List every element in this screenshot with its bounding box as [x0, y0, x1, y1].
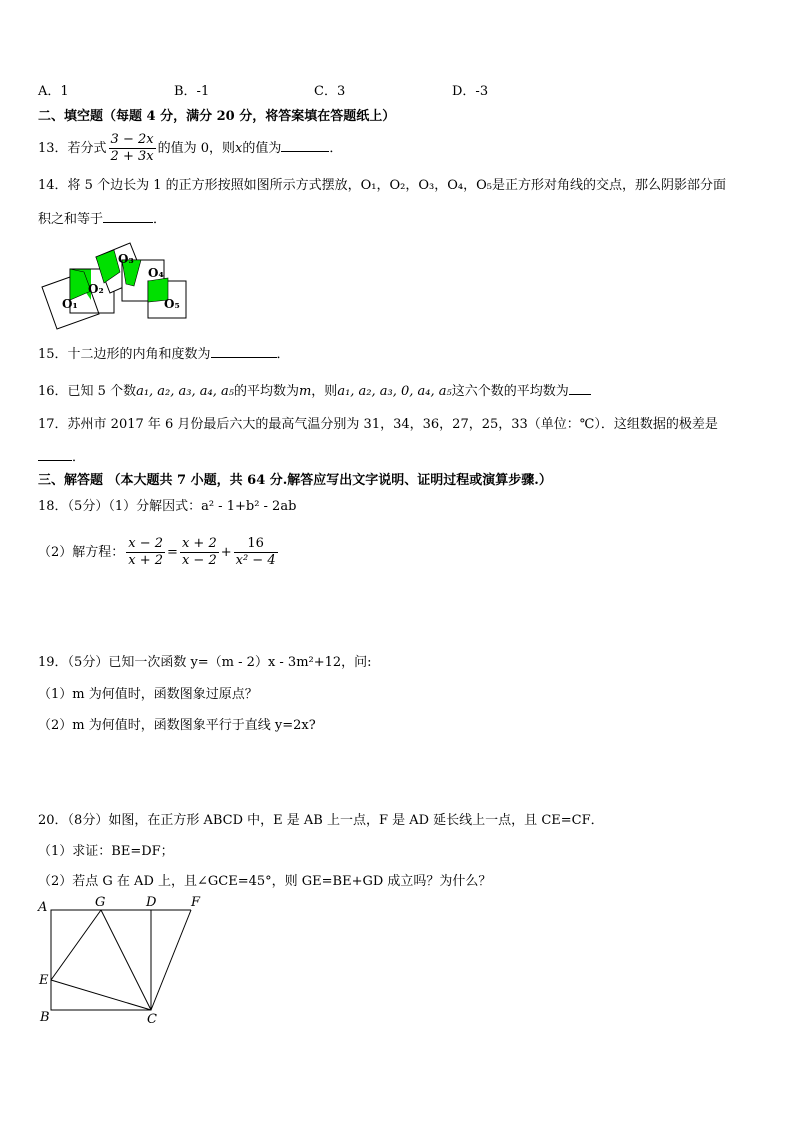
q13-var: x	[234, 141, 243, 156]
q15-prefix: 15．十二边形的内角和度数为	[38, 347, 211, 362]
option-d: D．‐3	[452, 84, 489, 99]
q18-part2	[38, 533, 280, 573]
label-c: C	[147, 1012, 157, 1026]
q13-frac-num: 3 − 2x	[110, 132, 154, 147]
q16-list1: a₁, a₂, a₃, a₄, a₅	[136, 384, 234, 399]
q13	[38, 130, 342, 168]
q13-middle: 的值为 0，则	[157, 141, 235, 156]
q15-end: ．	[276, 347, 290, 362]
q20-line1: 20．（8分）如图，在正方形 ABCD 中，E 是 AB 上一点，F 是 AD 延长线上一点，且 CE=CF．	[38, 813, 604, 828]
q17-end: ．	[72, 450, 86, 465]
q18-part2-prefix: （2）解方程：	[38, 545, 125, 560]
q13-fraction	[109, 132, 156, 165]
label-e: E	[39, 973, 49, 988]
option-a: A．1	[38, 84, 69, 99]
q17-line2	[38, 446, 85, 467]
q17-answer-blank[interactable]	[38, 446, 72, 461]
label-o5: O₅	[164, 297, 180, 311]
q20-square-figure	[36, 894, 216, 1026]
q18-frac2-den: x − 2	[181, 553, 217, 568]
section3-title: 三、解答题 （本大题共 7 小题，共 64 分.解答应写出文字说明、证明过程或演算步骤.）	[38, 473, 552, 488]
segment-ce	[51, 980, 151, 1010]
q16	[38, 380, 591, 401]
q14-line1: 14．将 5 个边长为 1 的正方形按照如图所示方式摆放，O₁，O₂，O₃，O₄，O₅是正方形对角线的交点，那么阴影部分面	[38, 178, 726, 193]
q18-frac1-den: x + 2	[128, 553, 164, 568]
segment-gc	[101, 910, 151, 1010]
option-b: B．‐1	[174, 84, 210, 99]
q18-part1: 18．（5分）（1）分解因式：a² ‐ 1+b² ‐ 2ab	[38, 499, 297, 514]
q17-line1: 17．苏州市 2017 年 6 月份最后六大的最高气温分别为 31，34，36，27，25，33（单位：℃）．这组数据的极差是	[38, 417, 718, 432]
q18-frac1	[126, 536, 165, 569]
label-o1: O₁	[62, 297, 78, 311]
q16-answer-blank[interactable]	[569, 380, 591, 395]
q16-middle2: ，则	[311, 384, 338, 399]
q13-end: ．	[329, 141, 343, 156]
segment-ge	[51, 910, 101, 980]
q15-answer-blank[interactable]	[211, 343, 277, 358]
q19-line1: 19．（5分）已知一次函数 y=（m ‐ 2）x ‐ 3m²+12，问:	[38, 655, 372, 670]
q18-frac2-num: x + 2	[181, 536, 217, 551]
q12-options	[38, 83, 758, 101]
segment-cf	[151, 910, 191, 1010]
label-o2: O₂	[88, 282, 104, 296]
q13-frac-den: 2 + 3x	[110, 149, 154, 164]
q16-var: m	[298, 384, 312, 399]
q19-line3: （2）m 为何值时，函数图象平行于直线 y=2x?	[38, 718, 316, 733]
section2-title: 二、填空题（每题 4 分，满分 20 分，将答案填在答题纸上）	[38, 109, 396, 124]
q18-eq: =	[167, 545, 178, 560]
q16-prefix: 16．已知 5 个数	[38, 384, 137, 399]
q14-answer-blank[interactable]	[103, 208, 153, 223]
label-b: B	[40, 1010, 50, 1025]
q16-list2: a₁, a₂, a₃, 0, a₄, a₅	[337, 384, 452, 399]
q13-answer-blank[interactable]	[281, 137, 329, 152]
q18-plus: +	[220, 545, 232, 560]
q18-frac3-den: x² − 4	[235, 553, 276, 568]
q14-line2	[38, 208, 166, 229]
label-f: F	[191, 895, 201, 910]
q20-line3: （2）若点 G 在 AD 上，且∠GCE=45°，则 GE=BE+GD 成立吗？为什么？	[38, 874, 492, 889]
q14-squares-figure	[38, 238, 198, 330]
q18-frac2	[180, 536, 219, 569]
q14-prefix: 积之和等于	[38, 212, 104, 227]
q16-suffix: 这六个数的平均数为	[451, 384, 569, 399]
q18-frac3-num: 16	[234, 536, 278, 553]
label-d: D	[146, 895, 157, 910]
q20-line2: （1）求证：BE=DF；	[38, 844, 174, 859]
option-c: C．3	[314, 84, 346, 99]
q18-frac3	[234, 536, 278, 569]
q14-end: ．	[153, 212, 167, 227]
label-g: G	[95, 895, 106, 910]
label-o3: O₃	[118, 252, 134, 266]
q18-frac1-num: x − 2	[128, 536, 164, 551]
q16-middle: 的平均数为	[233, 384, 299, 399]
label-o4: O₄	[148, 266, 164, 280]
label-a: A	[38, 900, 48, 915]
q13-prefix: 13．若分式	[38, 141, 107, 156]
q13-suffix: 的值为	[242, 141, 282, 156]
q19-line2: （1）m 为何值时，函数图象过原点？	[38, 687, 258, 702]
q15	[38, 343, 290, 364]
